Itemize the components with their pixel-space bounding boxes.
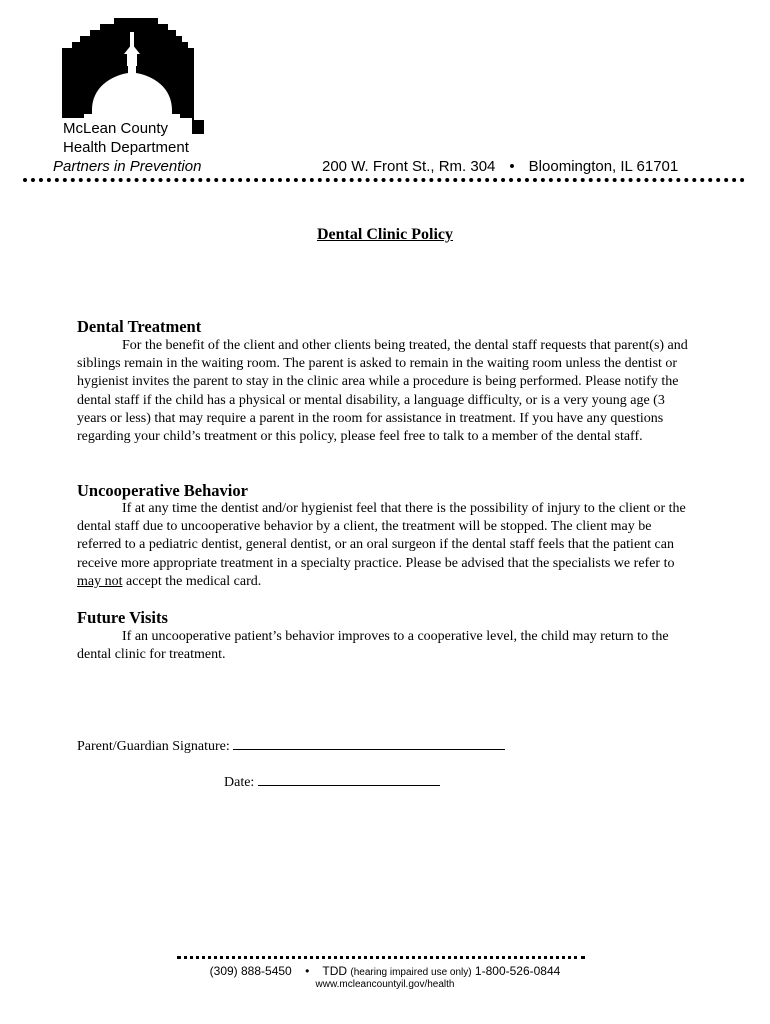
org-address (322, 158, 678, 175)
capitol-dome-logo-icon (58, 18, 208, 136)
section-heading-uncooperative-behavior: Uncooperative Behavior (77, 481, 248, 500)
document-title: Dental Clinic Policy (317, 226, 453, 243)
org-name-line1: McLean County (63, 120, 169, 137)
bullet-separator-icon: • (509, 158, 515, 175)
section-body-future-visits: If an uncooperative patient’s behavior improves to a cooperative level, the child may return to the dental clinic for treatment. (77, 629, 669, 663)
body-text-end: accept the medical card. (122, 573, 262, 589)
address-street: 200 W. Front St., Rm. 304 (322, 158, 496, 175)
body-text: If at any time the dentist and/or hygienist feel that there is the possibility of injury to the client or the dental staff due to uncooperative behavior by a client, the treatment will be stopped. The client may be referred to a pediatric dentist, general dentist, or an oral surgeon if the dental staff feels that the patient can receive more appropriate treatment in a specialty practice. Please be advised that the specialists we refer to (77, 501, 686, 571)
address-city: Bloomington, IL 61701 (528, 158, 679, 175)
footer-tdd-label: TDD (322, 964, 348, 978)
footer-tdd-number: 1-800-526-0844 (474, 964, 561, 978)
footer-website-link[interactable]: www.mcleancountyil.gov/health (315, 979, 455, 990)
date-field[interactable] (258, 772, 440, 786)
section-heading-future-visits: Future Visits (77, 608, 168, 627)
section-body-dental-treatment: For the benefit of the client and other clients being treated, the dental staff requests that parent(s) and siblings remain in the waiting room. The parent is asked to remain in the waiting room unless the dentist or hygienist invites the parent to stay in the clinic area while a procedure is being performed. Please notify the dental staff if the child has a physical or mental disability, a language difficulty, or is a very young age (3 years or less) that may require a parent in the room for assistance in treatment. If you have any questions regarding your child’s treatment or this policy, please feel free to talk to a member of the dental staff. (77, 338, 688, 445)
emphasis-may-not: may not (77, 573, 123, 589)
header-divider (23, 178, 745, 182)
guardian-signature-field[interactable] (233, 736, 505, 750)
date-line (224, 772, 440, 791)
footer-divider (177, 956, 585, 959)
section-heading-dental-treatment: Dental Treatment (77, 317, 202, 336)
guardian-signature-label: Parent/Guardian Signature: (77, 739, 230, 754)
footer-phone: (309) 888-5450 (209, 964, 292, 978)
footer-tdd-note: (hearing impaired use only) (350, 967, 472, 978)
bullet-separator-icon: • (305, 964, 310, 978)
org-tagline: Partners in Prevention (53, 158, 202, 175)
guardian-signature-line (77, 736, 505, 755)
section-body-uncooperative-behavior (77, 500, 695, 591)
footer-contact (0, 964, 770, 978)
date-label: Date: (224, 775, 255, 790)
org-name-line2: Health Department (63, 139, 189, 156)
